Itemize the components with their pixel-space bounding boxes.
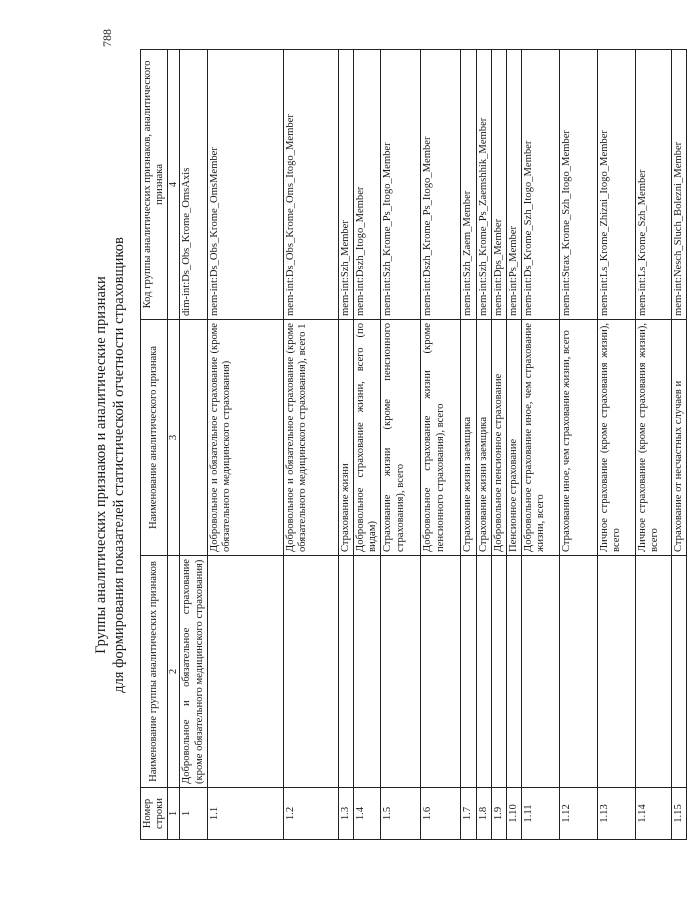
group-cell <box>207 556 283 788</box>
group-row <box>180 50 207 840</box>
group-cell <box>491 556 506 788</box>
group-cell <box>507 556 522 788</box>
row-number: 1.1 <box>207 788 283 840</box>
page-number: 788 <box>100 29 114 47</box>
group-cell <box>283 556 338 788</box>
analytic-attributes-table <box>140 49 687 840</box>
row-number: 1.11 <box>522 788 560 840</box>
code-cell: mem-int:Nesch_Sluch_Bolezni_Member <box>672 50 687 320</box>
row-number: 1.6 <box>421 788 461 840</box>
attribute-name: Пенсионное страхование <box>507 320 522 556</box>
row-number: 1.9 <box>491 788 506 840</box>
code-cell: mem-int:Ls_Krome_Zhizni_Itogo_Member <box>598 50 636 320</box>
group-cell <box>636 556 672 788</box>
index-cell: 4 <box>168 50 180 320</box>
code-cell: mem-int:Dszh_Krome_Ps_Itogo_Member <box>421 50 461 320</box>
code-cell: mem-int:Dps_Member <box>491 50 506 320</box>
table-row <box>338 50 353 840</box>
row-number: 1.5 <box>381 788 421 840</box>
table-row <box>507 50 522 840</box>
row-number: 1.13 <box>598 788 636 840</box>
group-cell <box>598 556 636 788</box>
code-cell: mem-int:Szh_Krome_Ps_Zaemshhik_Member <box>476 50 491 320</box>
row-number: 1.10 <box>507 788 522 840</box>
table-row <box>207 50 283 840</box>
heading-line-1: Группы аналитических признаков и аналитические признаки <box>93 276 109 654</box>
header-attribute-name: Наименование аналитического признака <box>141 320 168 556</box>
group-cell <box>338 556 353 788</box>
row-number: 1.4 <box>354 788 381 840</box>
table-row <box>461 50 476 840</box>
table-row <box>560 50 598 840</box>
code-cell: mem-int:Ds_Obs_Krome_OmsMember <box>207 50 283 320</box>
header-code: Код группы аналитических признаков, аналитического признака <box>141 50 168 320</box>
attribute-name <box>180 320 207 556</box>
group-cell <box>354 556 381 788</box>
table-row <box>672 50 687 840</box>
table-row <box>354 50 381 840</box>
header-group-name: Наименование группы аналитических признаков <box>141 556 168 788</box>
index-cell: 3 <box>168 320 180 556</box>
row-number: 1.2 <box>283 788 338 840</box>
table-row <box>522 50 560 840</box>
header-row-number: Номер строки <box>141 788 168 840</box>
table-header-row <box>141 50 168 840</box>
code-cell: mem-int:Strax_Krome_Szh_Itogo_Member <box>560 50 598 320</box>
group-cell <box>672 556 687 788</box>
table-index-row <box>168 50 180 840</box>
row-number: 1.7 <box>461 788 476 840</box>
attribute-name: Добровольное и обязательное страхование (кроме обязательного медицинского страхования), всего 1 <box>283 320 338 556</box>
attribute-name: Добровольное и обязательное страхование (кроме обязательного медицинского страхования) <box>207 320 283 556</box>
table-row <box>491 50 506 840</box>
table-row <box>421 50 461 840</box>
table-row <box>283 50 338 840</box>
document-heading <box>92 85 128 845</box>
row-number: 1.8 <box>476 788 491 840</box>
group-cell <box>476 556 491 788</box>
attribute-name: Добровольное страхование жизни, всего (по видам) <box>354 320 381 556</box>
code-cell: dim-int:Ds_Obs_Krome_OmsAxis <box>180 50 207 320</box>
attribute-name: Личное страхование (кроме страхования жизни), всего <box>636 320 672 556</box>
code-cell: mem-int:Szh_Member <box>338 50 353 320</box>
attribute-name: Страхование иное, чем страхование жизни, всего <box>560 320 598 556</box>
row-number: 1 <box>180 788 207 840</box>
group-cell <box>461 556 476 788</box>
rotated-content <box>93 29 685 845</box>
row-number: 1.3 <box>338 788 353 840</box>
row-number: 1.15 <box>672 788 687 840</box>
code-cell: mem-int:Ls_Krome_Szh_Member <box>636 50 672 320</box>
code-cell: mem-int:Ds_Obs_Krome_Oms_Itogo_Member <box>283 50 338 320</box>
table-row <box>381 50 421 840</box>
code-cell: mem-int:Ds_Krome_Szh_Itogo_Member <box>522 50 560 320</box>
table-row <box>598 50 636 840</box>
group-name: Добровольное и обязательное страхование (кроме обязательного медицинского страхования) <box>180 556 207 788</box>
group-cell <box>421 556 461 788</box>
attribute-name: Добровольное страхование жизни (кроме пенсионного страхования), всего <box>421 320 461 556</box>
heading-line-2: для формирования показателей статистической отчетности страховщиков <box>111 237 127 693</box>
attribute-name: Страхование жизни <box>338 320 353 556</box>
attribute-name: Добровольное страхование иное, чем страхование жизни, всего <box>522 320 560 556</box>
group-cell <box>381 556 421 788</box>
table-row <box>476 50 491 840</box>
attribute-name: Страхование жизни (кроме пенсионного страхования), всего <box>381 320 421 556</box>
attribute-name: Страхование жизни заемщика <box>476 320 491 556</box>
code-cell: mem-int:Dszh_Itogo_Member <box>354 50 381 320</box>
attribute-name: Личное страхование (кроме страхования жизни), всего <box>598 320 636 556</box>
code-cell: mem-int:Szh_Zaem_Member <box>461 50 476 320</box>
attribute-name: Добровольное пенсионное страхование <box>491 320 506 556</box>
code-cell: mem-int:Ps_Member <box>507 50 522 320</box>
row-number: 1.14 <box>636 788 672 840</box>
group-cell <box>560 556 598 788</box>
code-cell: mem-int:Szh_Krome_Ps_Itogo_Member <box>381 50 421 320</box>
row-number: 1.12 <box>560 788 598 840</box>
group-cell <box>522 556 560 788</box>
attribute-name: Страхование от несчастных случаев и <box>672 320 687 556</box>
index-cell: 2 <box>168 556 180 788</box>
index-cell: 1 <box>168 788 180 840</box>
attribute-name: Страхование жизни заемщика <box>461 320 476 556</box>
table-row <box>636 50 672 840</box>
